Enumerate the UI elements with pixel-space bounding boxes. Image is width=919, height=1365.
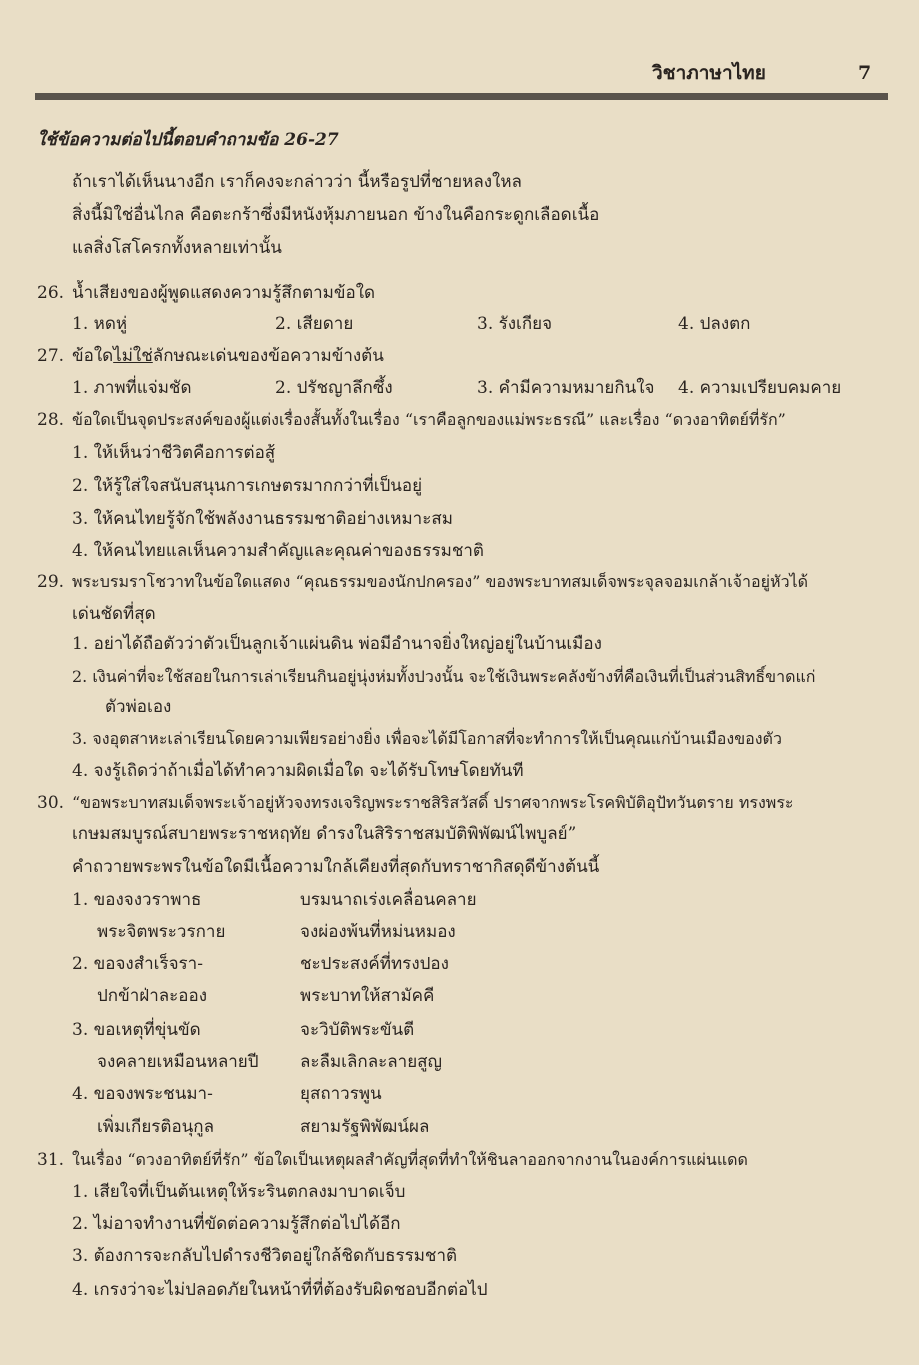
question-text: ในเรื่อง “ดวงอาทิตย์ที่รัก” ข้อใดเป็นเหตุผลสำคัญที่สุดที่ทำให้ชินลาออกจากงานในองค์การแผ่นแดด	[72, 1150, 748, 1169]
question-number: 27.	[37, 346, 65, 366]
option: 2. ปรัชญาลึกซึ้ง	[275, 378, 393, 398]
option: 3. จงอุตสาหะเล่าเรียนโดยความเพียรอย่างยิ่ง เพื่อจะได้มีโอกาสที่จะทำการให้เป็นคุณแก่บ้านเมืองของตัว	[72, 729, 782, 748]
poem-line: พระบาทให้สามัคคี	[300, 986, 435, 1006]
option: 4. ให้คนไทยแลเห็นความสำคัญและคุณค่าของธรรมชาติ	[72, 541, 484, 561]
option: 3. ให้คนไทยรู้จักใช้พลังงานธรรมชาติอย่างเหมาะสม	[72, 509, 453, 529]
question-text	[72, 344, 384, 368]
poem-line: จงคลายเหมือนหลายปี	[97, 1052, 259, 1072]
passage-line: ถ้าเราได้เห็นนางอีก เราก็คงจะกล่าวว่า นี้หรือรูปที่ชายหลงใหล	[72, 172, 522, 192]
question-number: 26.	[37, 283, 65, 303]
page-number: 7	[858, 62, 872, 84]
question-text: พระบรมราโชวาทในข้อใดแสดง “คุณธรรมของนักปกครอง” ของพระบาทสมเด็จพระจุลจอมเกล้าเจ้าอยู่หัวได้	[72, 572, 808, 591]
option: 1. เสียใจที่เป็นต้นเหตุให้ระรินตกลงมาบาดเจ็บ	[72, 1182, 406, 1202]
poem-line: พระจิตพระวรกาย	[97, 922, 226, 942]
question-text: เด่นชัดที่สุด	[72, 604, 156, 624]
option: 1. ให้เห็นว่าชีวิตคือการต่อสู้	[72, 443, 276, 463]
option: 2. เงินค่าที่จะใช้สอยในการเล่าเรียนกินอยู่นุ่งห่มทั้งปวงนั้น จะใช้เงินพระคลังข้างที่คือเงินที่เป็นส่วนสิทธิ์ขาดแก่	[72, 667, 816, 686]
question-text: เกษมสมบูรณ์สบายพระราชหฤทัย ดำรงในสิริราชสมบัติพิพัฒน์ไพบูลย์”	[72, 824, 577, 844]
option: ตัวพ่อเอง	[105, 697, 172, 717]
poem-line: จงผ่องพ้นที่หม่นหมอง	[300, 922, 456, 942]
poem-line: 4. ขอจงพระชนมา-	[72, 1084, 213, 1104]
underlined-word: ไม่ใช่	[113, 346, 153, 366]
option: 4. ความเปรียบคมคาย	[678, 378, 842, 398]
question-text: “ขอพระบาทสมเด็จพระเจ้าอยู่หัวจงทรงเจริญพระราชสิริสวัสดิ์ ปราศจากพระโรคพิบัติอุปัทวันตราย ทรงพระ	[72, 793, 794, 812]
poem-line: ละลืมเลิกละลายสูญ	[300, 1052, 443, 1072]
poem-line: 2. ขอจงสำเร็จรา-	[72, 954, 203, 974]
option: 1. ภาพที่แจ่มชัด	[72, 378, 192, 398]
subject-title: วิชาภาษาไทย	[652, 62, 766, 84]
poem-line: 3. ขอเหตุที่ขุ่นขัด	[72, 1020, 201, 1040]
question-number: 29.	[37, 572, 65, 592]
question-text: คำถวายพระพรในข้อใดมีเนื้อความใกล้เคียงที่สุดกับทราชากิสดุดีข้างต้นนี้	[72, 857, 600, 877]
option: 2. เสียดาย	[275, 314, 354, 334]
header-rule	[35, 93, 888, 100]
passage-line: แลสิ่งโสโครกทั้งหลายเท่านั้น	[72, 238, 282, 258]
question-number: 30.	[37, 793, 65, 813]
text-part: ลักษณะเด่นของข้อความข้างต้น	[152, 346, 384, 366]
poem-line: บรมนาถเร่งเคลื่อนคลาย	[300, 890, 477, 910]
question-number: 28.	[37, 410, 65, 430]
passage-line: สิ่งนี้มิใช่อื่นไกล คือตะกร้าซึ่งมีหนังหุ้มภายนอก ข้างในคือกระดูกเลือดเนื้อ	[72, 205, 600, 225]
poem-line: จะวิบัติพระขันตี	[300, 1020, 415, 1040]
option: 4. เกรงว่าจะไม่ปลอดภัยในหน้าที่ที่ต้องรับผิดชอบอีกต่อไป	[72, 1280, 488, 1300]
option: 2. ไม่อาจทำงานที่ขัดต่อความรู้สึกต่อไปได้อีก	[72, 1214, 401, 1234]
option: 3. คำมีความหมายกินใจ	[477, 378, 655, 398]
option: 4. ปลงตก	[678, 314, 751, 334]
option: 3. ต้องการจะกลับไปดำรงชีวิตอยู่ใกล้ชิดกับธรรมชาติ	[72, 1246, 458, 1266]
option: 3. รังเกียจ	[477, 314, 553, 334]
option: 4. จงรู้เถิดว่าถ้าเมื่อได้ทำความผิดเมื่อใด จะได้รับโทษโดยทันที	[72, 761, 524, 781]
poem-line: สยามรัฐพิพัฒน์ผล	[300, 1117, 430, 1137]
poem-line: เพิ่มเกียรติอนุกูล	[97, 1117, 214, 1137]
question-text: ข้อใดเป็นจุดประสงค์ของผู้แต่งเรื่องสั้นทั้งในเรื่อง “เราคือลูกของแม่พระธรณี” และเรื่อง “ดวงอาทิตย์ที่รัก”	[72, 410, 786, 429]
text-part: ข้อใด	[72, 346, 114, 366]
question-text: น้ำเสียงของผู้พูดแสดงความรู้สึกตามข้อใด	[72, 283, 376, 303]
poem-line: ปกข้าฝ่าละออง	[97, 986, 208, 1006]
poem-line: ชะประสงค์ที่ทรงปอง	[300, 954, 449, 974]
question-number: 31.	[37, 1150, 65, 1170]
option: 1. หดหู่	[72, 314, 128, 334]
option: 2. ให้รู้ใส่ใจสนับสนุนการเกษตรมากกว่าที่เป็นอยู่	[72, 476, 423, 496]
option: 1. อย่าได้ถือตัวว่าตัวเป็นลูกเจ้าแผ่นดิน พ่อมีอำนาจยิ่งใหญ่อยู่ในบ้านเมือง	[72, 634, 602, 654]
instruction: ใช้ข้อความต่อไปนี้ตอบคำถามข้อ 26-27	[37, 130, 339, 150]
poem-line: ยุสถาวรพูน	[300, 1084, 382, 1104]
poem-line: 1. ของจงวราพาธ	[72, 890, 202, 910]
